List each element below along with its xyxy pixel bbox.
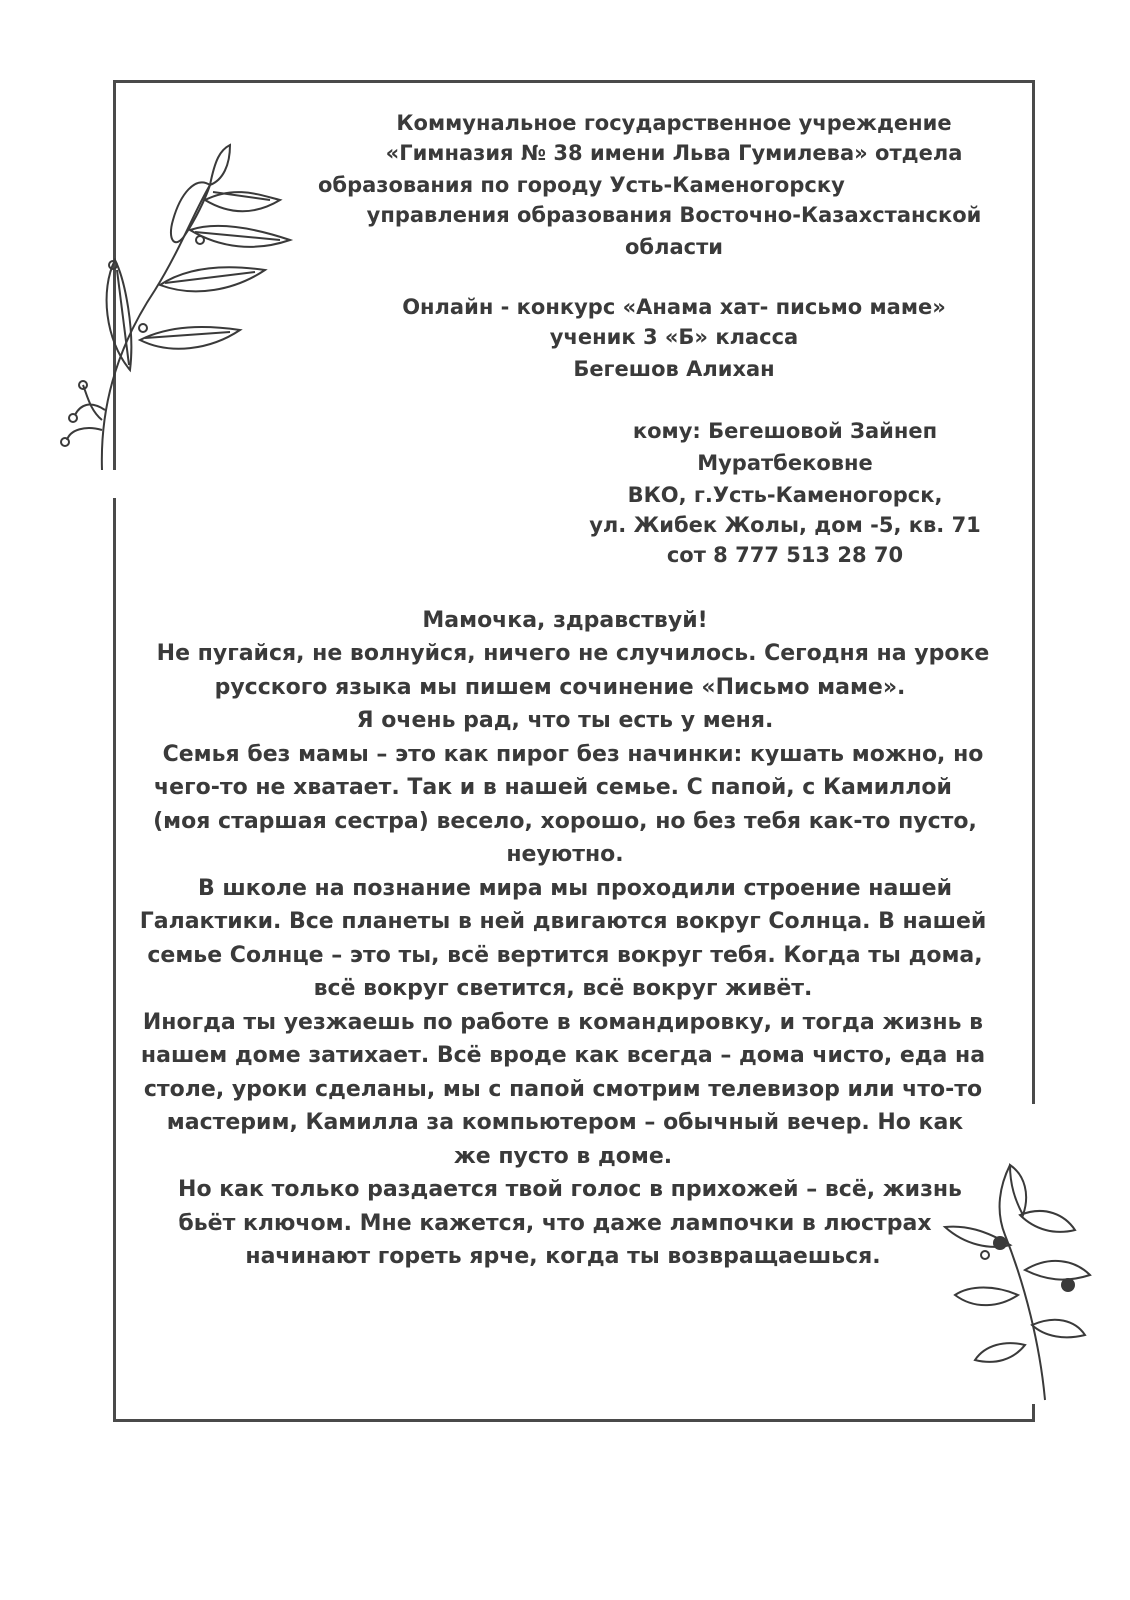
recipient-name: кому: Бегешовой Зайнеп [632,419,938,443]
header-line-4: управления образования Восточно-Казахстанской [366,203,982,227]
letter-line: Я очень рад, что ты есть у меня. [356,708,774,733]
letter-line: всё вокруг светится, всё вокруг живёт. [313,976,813,1001]
letter-line: столе, уроки сделаны, мы с папой смотрим телевизор или что-то [143,1077,983,1102]
letter-line: чего-то не хватает. Так и в нашей семье. С папой, с Камиллой [154,775,952,800]
letter-line: начинают гореть ярче, когда ты возвращаешься. [245,1244,881,1269]
letter-line: В школе на познание мира мы проходили строение нашей [197,876,953,901]
recipient-phone: сот 8 777 513 28 70 [666,543,904,567]
header-line-3: образования по городу Усть-Каменогорску [318,173,845,197]
letter-line: Семья без мамы – это как пирог без начинки: кушать можно, но [162,742,984,767]
letter-greeting: Мамочка, здравствуй! [422,608,708,633]
letter-line: семье Солнце – это ты, всё вертится вокруг тебя. Когда ты дома, [147,943,983,968]
recipient-city: ВКО, г.Усть-Каменогорск, [627,483,943,507]
letter-line: русского языка мы пишем сочинение «Письмо маме». [214,675,906,700]
recipient-street: ул. Жибек Жолы, дом -5, кв. 71 [589,513,981,537]
header-line-5: области [625,235,723,259]
leaf-branch-icon [45,140,335,475]
letter-line: же пусто в доме. [453,1144,673,1169]
header-line-2: «Гимназия № 38 имени Льва Гумилева» отдела [385,141,963,165]
letter-line: бьёт ключом. Мне кажется, что даже лампочки в люстрах [178,1211,932,1236]
letter-line: Галактики. Все планеты в ней двигаются вокруг Солнца. В нашей [139,909,987,934]
letter-line: Иногда ты уезжаешь по работе в командировку, и тогда жизнь в [142,1010,984,1035]
letter-line: Но как только раздается твой голос в прихожей – всё, жизнь [178,1177,962,1202]
letter-line: неуютно. [506,842,624,867]
recipient-patronymic: Муратбековне [697,451,873,475]
header-line-1: Коммунальное государственное учреждение [396,111,952,135]
letter-line: нашем доме затихает. Всё вроде как всегда – дома чисто, еда на [140,1043,986,1068]
letter-line: мастерим, Камилла за компьютером – обычный вечер. Но как [166,1110,964,1135]
letter-line: Не пугайся, не волнуйся, ничего не случилось. Сегодня на уроке [156,641,990,666]
student-name: Бегешов Алихан [573,357,775,381]
contest-title: Онлайн - конкурс «Анама хат- письмо маме» [402,295,946,319]
student-class: ученик 3 «Б» класса [549,325,799,349]
letter-line: (моя старшая сестра) весело, хорошо, но без тебя как-то пусто, [153,809,977,834]
